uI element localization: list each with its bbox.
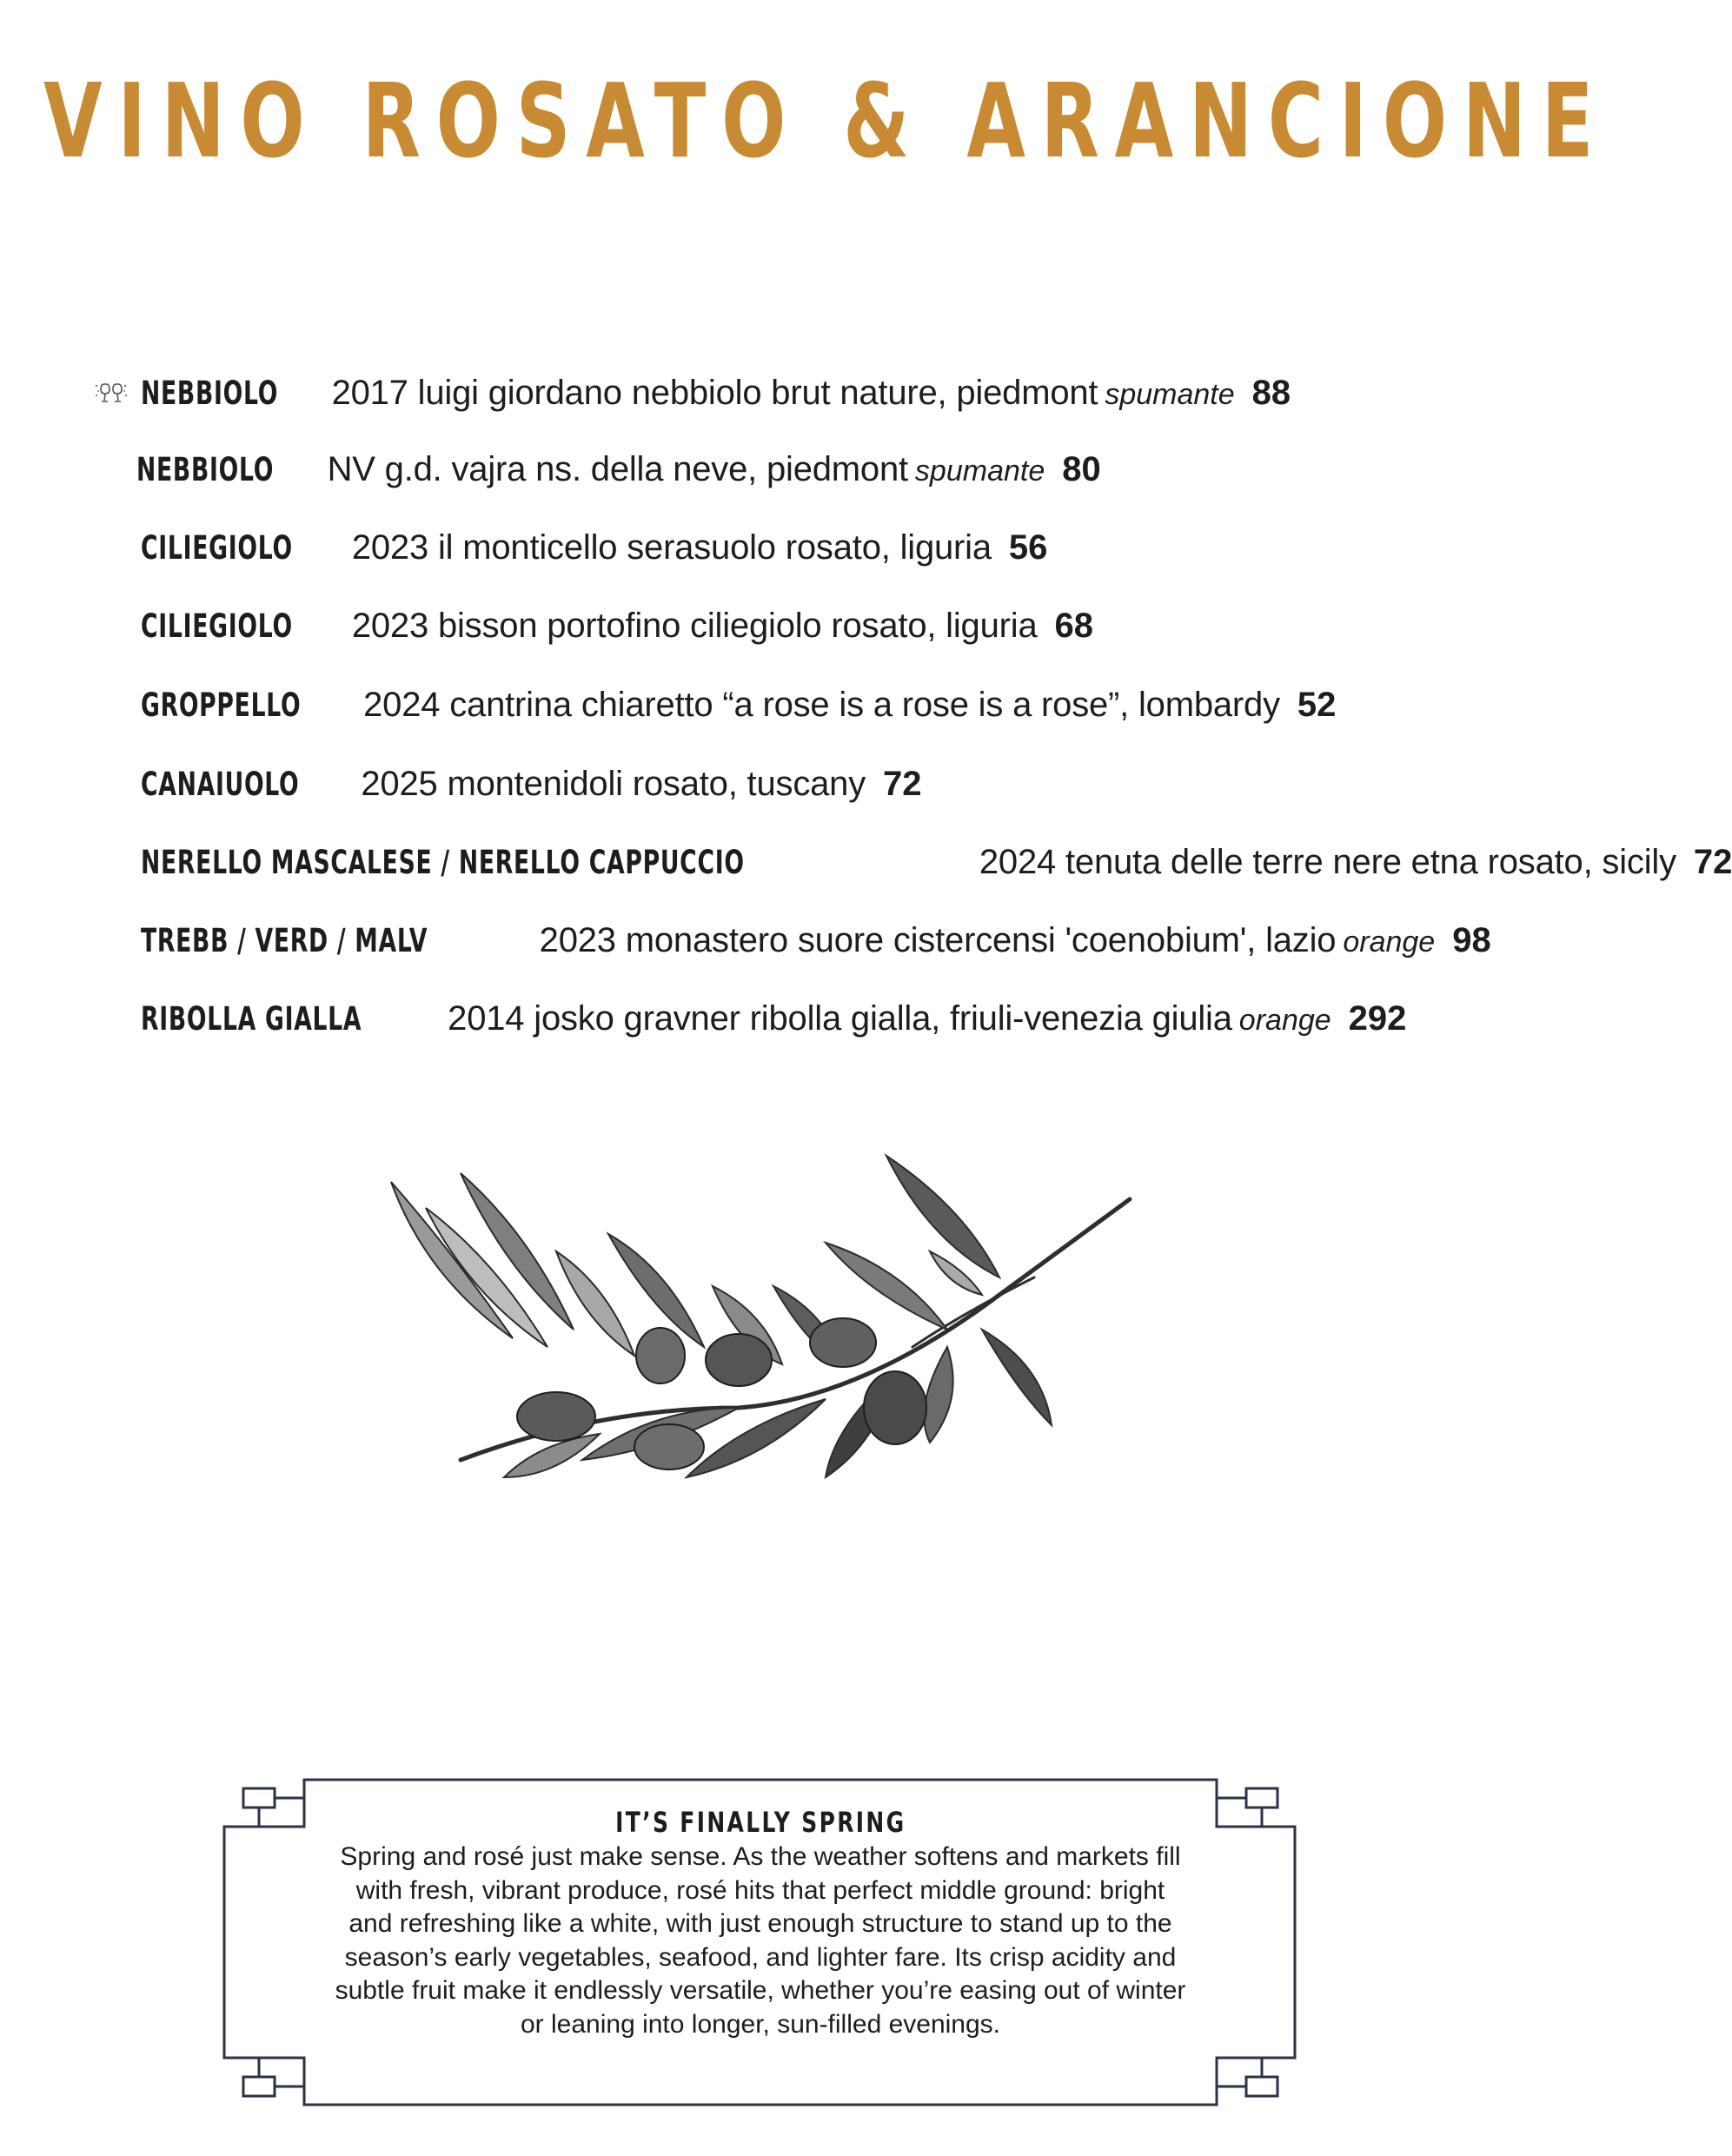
olive-branch-icon — [374, 1147, 1156, 1582]
wine-item — [141, 686, 1336, 725]
wine-style: orange — [1343, 925, 1436, 959]
wine-item — [141, 999, 1406, 1038]
grape-name: TREBB / VERD / MALV — [141, 922, 428, 959]
wine-item — [141, 765, 922, 804]
wine-price: 72 — [1693, 843, 1732, 881]
wine-description: 2023 monastero suore cistercensi 'coenobium', lazio — [539, 921, 1337, 959]
note-line: with fresh, vibrant produce, rosé hits that perfect middle ground: bright — [355, 1875, 1165, 1905]
wine-item — [141, 374, 1291, 413]
wine-price: 292 — [1348, 999, 1407, 1038]
wine-item — [141, 843, 1732, 882]
note-line: Spring and rosé just make sense. As the weather softens and markets fill — [340, 1842, 1181, 1871]
wine-price: 72 — [883, 765, 922, 803]
note-line: or leaning into longer, sun-filled evenings. — [520, 2009, 1001, 2039]
grape-name: NEBBIOLO — [141, 375, 279, 412]
wine-price: 88 — [1251, 374, 1291, 412]
grape-name: CILIEGIOLO — [141, 529, 293, 567]
wine-style: spumante — [1105, 378, 1235, 411]
note-line: season’s early vegetables, seafood, and lighter fare. Its crisp acidity and — [344, 1942, 1177, 1972]
wine-price: 80 — [1062, 450, 1101, 488]
wine-description: 2017 luigi giordano nebbiolo brut nature, piedmont — [331, 374, 1098, 412]
note-title — [217, 1806, 1304, 1839]
sparkling-glasses-icon — [94, 379, 129, 405]
wine-description: NV g.d. vajra ns. della neve, piedmont — [327, 450, 908, 488]
grape-name: GROPPELLO — [141, 687, 302, 724]
grape-name: CANAIUOLO — [141, 766, 300, 803]
page-title: VINO ROSATO & ARANCIONE — [43, 61, 1609, 181]
wine-description: 2023 bisson portofino ciliegiolo rosato, liguria — [351, 607, 1038, 645]
wine-style: orange — [1238, 1004, 1331, 1037]
wine-style: spumante — [914, 454, 1045, 488]
wine-price: 98 — [1452, 921, 1491, 959]
wine-item — [141, 921, 1491, 960]
wine-description: 2014 josko gravner ribolla gialla, friuli-venezia giulia — [448, 999, 1232, 1038]
grape-name: CILIEGIOLO — [141, 607, 293, 645]
grape-name: NERELLO MASCALESE / NERELLO CAPPUCCIO — [141, 844, 745, 881]
wine-price: 52 — [1297, 686, 1337, 724]
grape-name: NEBBIOLO — [136, 451, 275, 488]
grape-name: RIBOLLA GIALLA — [141, 1000, 362, 1038]
wine-price: 56 — [1008, 528, 1048, 567]
wine-item — [141, 607, 1093, 646]
wine-item — [136, 450, 1101, 489]
wine-description: 2025 montenidoli rosato, tuscany — [361, 765, 866, 803]
note-line: and refreshing like a white, with just enough structure to stand up to the — [348, 1909, 1172, 1938]
note-line: subtle fruit make it endlessly versatile, whether you’re easing out of winter — [335, 1976, 1186, 2005]
note-title-text: IT’S FINALLY SPRING — [614, 1806, 906, 1839]
wine-item — [141, 528, 1047, 567]
wine-description: 2024 tenuta delle terre nere etna rosato, sicily — [979, 843, 1676, 881]
wine-description: 2023 il monticello serasuolo rosato, liguria — [351, 528, 992, 567]
note-body — [287, 1841, 1234, 2041]
wine-price: 68 — [1054, 607, 1094, 645]
wine-description: 2024 cantrina chiaretto “a rose is a rose is a rose”, lombardy — [363, 686, 1280, 724]
